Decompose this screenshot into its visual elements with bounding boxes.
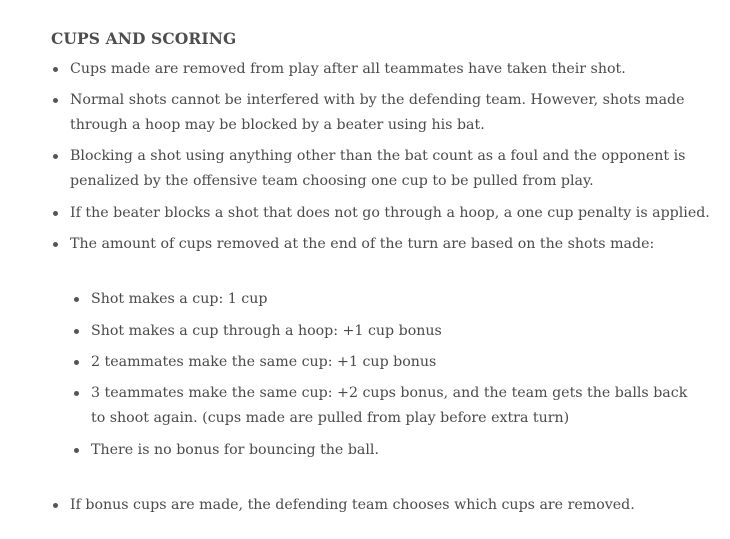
bonus-rule-text: 3 teammates make the same cup: +2 cups bonus, and the team gets the balls back to shoot again. (cups made are pulled from play before extra turn)	[91, 385, 688, 426]
bullet-icon	[53, 98, 58, 103]
bullet-icon	[74, 391, 79, 396]
list-item	[91, 381, 691, 431]
rule-text: Normal shots cannot be interfered with by the defending team. However, shots made through a hoop may be blocked by a beater using his bat.	[70, 92, 685, 133]
bonus-rule-text: There is no bonus for bouncing the ball.	[91, 442, 379, 458]
list-item	[70, 493, 710, 518]
bullet-icon	[74, 297, 79, 302]
bullet-icon	[53, 67, 58, 72]
rule-text: If the beater blocks a shot that does not go through a hoop, a one cup penalty is applied.	[70, 205, 710, 221]
list-item	[91, 319, 691, 344]
rule-text: Blocking a shot using anything other than the bat count as a foul and the opponent is penalized by the offensive team choosing one cup to be pulled from play.	[70, 148, 686, 189]
list-item	[70, 201, 710, 226]
bonus-rule-text: Shot makes a cup through a hoop: +1 cup bonus	[91, 323, 442, 339]
list-item	[70, 88, 710, 138]
bullet-icon	[53, 154, 58, 159]
list-item	[70, 57, 710, 82]
bonus-rule-text: Shot makes a cup: 1 cup	[91, 291, 268, 307]
rule-text: Cups made are removed from play after all teammates have taken their shot.	[70, 61, 626, 77]
bullet-icon	[53, 242, 58, 247]
bullet-icon	[53, 503, 58, 508]
bullet-icon	[74, 329, 79, 334]
list-item	[91, 350, 691, 375]
rule-text: The amount of cups removed at the end of the turn are based on the shots made:	[70, 236, 655, 252]
bullet-icon	[74, 448, 79, 453]
list-item	[70, 232, 710, 257]
list-item	[70, 144, 710, 194]
section-heading: CUPS AND SCORING	[51, 29, 237, 48]
list-item	[91, 438, 691, 463]
list-item	[91, 287, 691, 312]
bonus-rule-text: 2 teammates make the same cup: +1 cup bonus	[91, 354, 437, 370]
final-rule-text: If bonus cups are made, the defending team chooses which cups are removed.	[70, 497, 635, 513]
bullet-icon	[53, 211, 58, 216]
bullet-icon	[74, 360, 79, 365]
